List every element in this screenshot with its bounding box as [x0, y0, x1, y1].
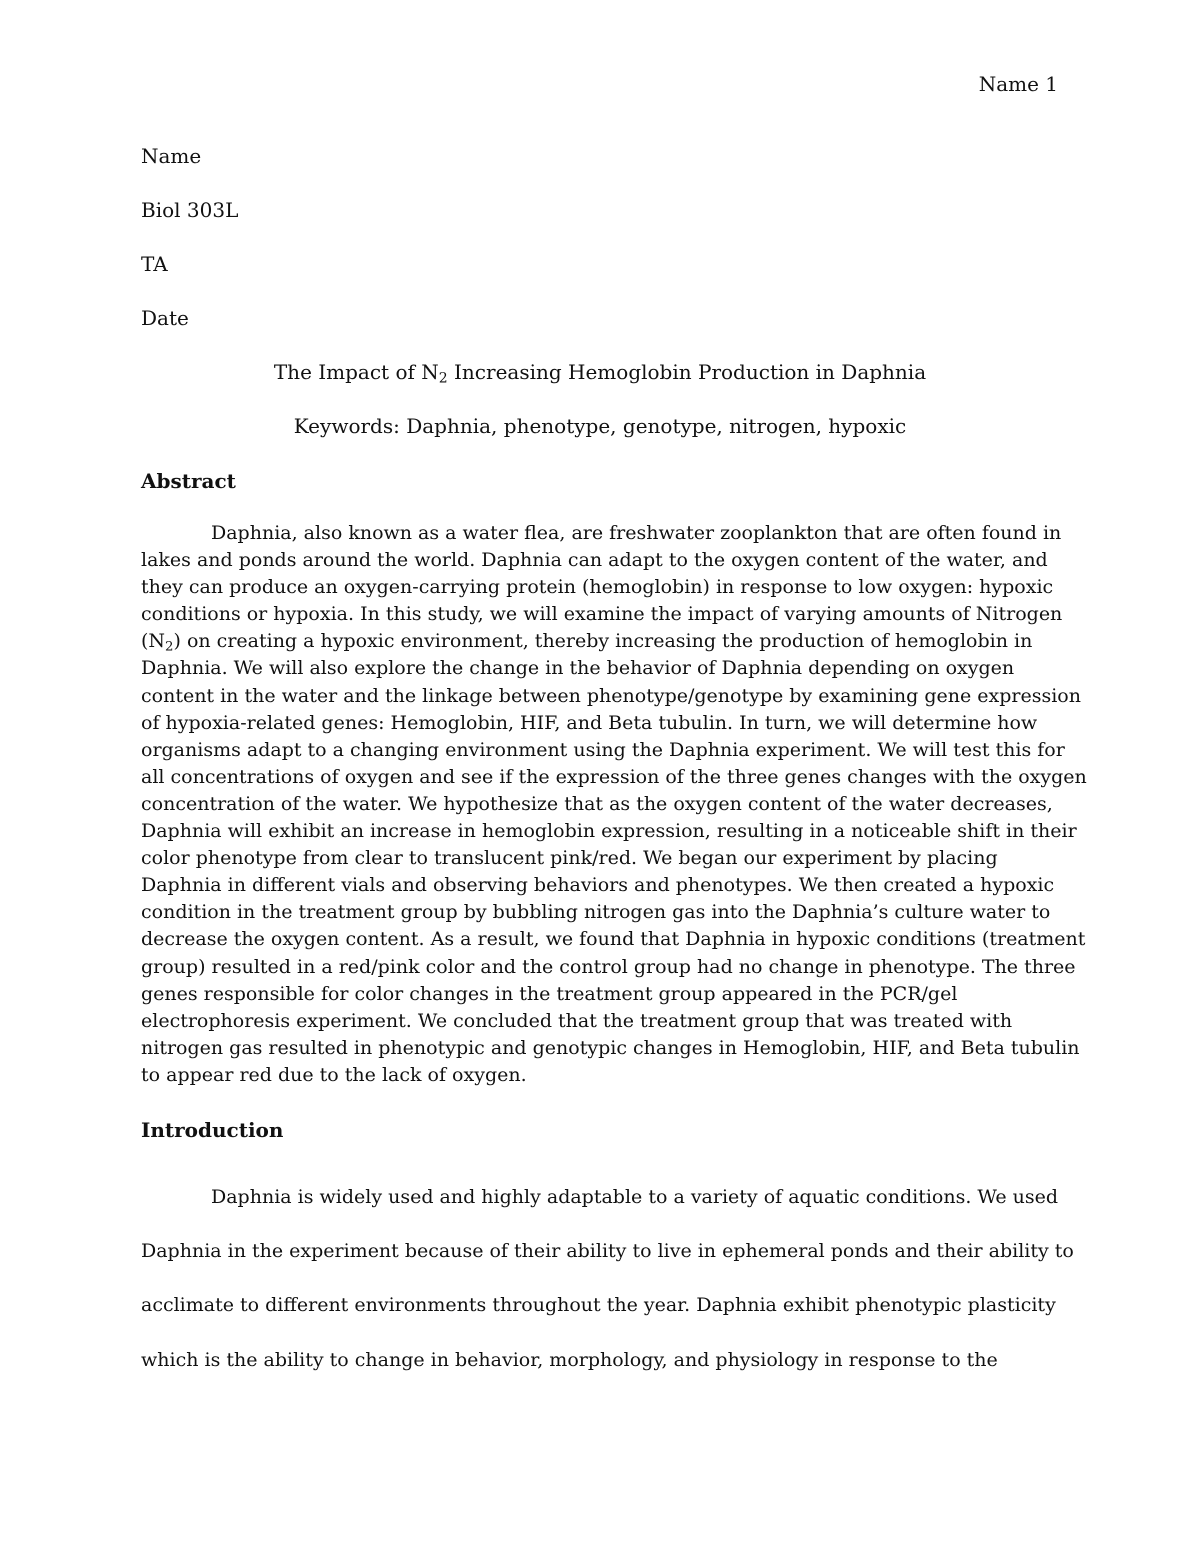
abstract-line: genes responsible for color changes in the treatment group appeared in the PCR/gel: [141, 982, 958, 1005]
introduction-heading: Introduction: [141, 1118, 284, 1142]
abstract-line: Daphnia will exhibit an increase in hemoglobin expression, resulting in a noticeable shift in their: [141, 820, 1077, 843]
abstract-line: they can produce an oxygen-carrying protein (hemoglobin) in response to low oxygen: hypoxic: [141, 576, 1054, 599]
title-subscript: 2: [438, 370, 448, 387]
title-text-after: Increasing Hemoglobin Production in Daphnia: [447, 360, 927, 384]
abstract-line: decrease the oxygen content. As a result, we found that Daphnia in hypoxic conditions (treatment: [141, 928, 1086, 951]
abstract-line: content in the water and the linkage between phenotype/genotype by examining gene expression: [141, 684, 1081, 707]
abstract-line: electrophoresis experiment. We concluded that the treatment group that was treated with: [141, 1009, 1013, 1032]
abstract-line: all concentrations of oxygen and see if the expression of the three genes changes with the oxygen: [141, 765, 1087, 788]
abstract-line: Daphnia in different vials and observing behaviors and phenotypes. We then created a hypoxic: [141, 874, 1055, 897]
abstract-line: to appear red due to the lack of oxygen.: [141, 1063, 527, 1086]
abstract-line: [141, 628, 1061, 655]
introduction-line: Daphnia is widely used and highly adaptable to a variety of aquatic conditions. We used: [211, 1186, 1059, 1208]
keywords-line: Keywords: Daphnia, phenotype, genotype, nitrogen, hypoxic: [293, 414, 907, 438]
abstract-line5-subscript: 2: [165, 639, 174, 655]
date-line: Date: [141, 306, 189, 330]
abstract-line: lakes and ponds around the world. Daphnia can adapt to the oxygen content of the water, and: [141, 549, 1048, 572]
introduction-paragraph: [141, 1170, 1074, 1387]
abstract-paragraph: [141, 520, 1087, 1089]
abstract-line: condition in the treatment group by bubbling nitrogen gas into the Daphnia’s culture water to: [141, 901, 1051, 924]
introduction-line: Daphnia in the experiment because of their ability to live in ephemeral ponds and their ability to: [141, 1240, 1074, 1263]
abstract-line: concentration of the water. We hypothesize that as the oxygen content of the water decreases,: [141, 792, 1053, 815]
abstract-line5-before: (N: [141, 630, 166, 653]
title-text-before: The Impact of N: [273, 360, 439, 384]
abstract-line5-after: ) on creating a hypoxic environment, thereby increasing the production of hemoglobin in: [173, 630, 1033, 653]
paper-title: [0, 358, 1200, 386]
abstract-line: Daphnia, also known as a water flea, are freshwater zooplankton that are often found in: [211, 522, 1062, 544]
abstract-line: conditions or hypoxia. In this study, we will examine the impact of varying amounts of Nitrogen: [141, 603, 1063, 626]
abstract-line: nitrogen gas resulted in phenotypic and genotypic changes in Hemoglobin, HIF, and Beta tubulin: [141, 1036, 1080, 1059]
ta-name: TA: [141, 252, 168, 276]
abstract-line: color phenotype from clear to translucent pink/red. We began our experiment by placing: [141, 847, 998, 870]
student-name: Name: [141, 144, 202, 168]
abstract-line: of hypoxia-related genes: Hemoglobin, HIF, and Beta tubulin. In turn, we will determine how: [141, 711, 1038, 734]
abstract-line: Daphnia. We will also explore the change in the behavior of Daphnia depending on oxygen: [141, 657, 1015, 680]
student-header: [141, 142, 238, 358]
running-head: Name 1: [978, 72, 1058, 96]
abstract-line: group) resulted in a red/pink color and the control group had no change in phenotype. The three: [141, 955, 1076, 978]
abstract-heading: Abstract: [141, 469, 236, 493]
introduction-line: acclimate to different environments throughout the year. Daphnia exhibit phenotypic plasticity: [141, 1294, 1056, 1317]
introduction-line: which is the ability to change in behavior, morphology, and physiology in response to the: [141, 1348, 998, 1371]
abstract-line: organisms adapt to a changing environment using the Daphnia experiment. We will test this for: [141, 738, 1065, 761]
course-code: Biol 303L: [141, 198, 239, 222]
